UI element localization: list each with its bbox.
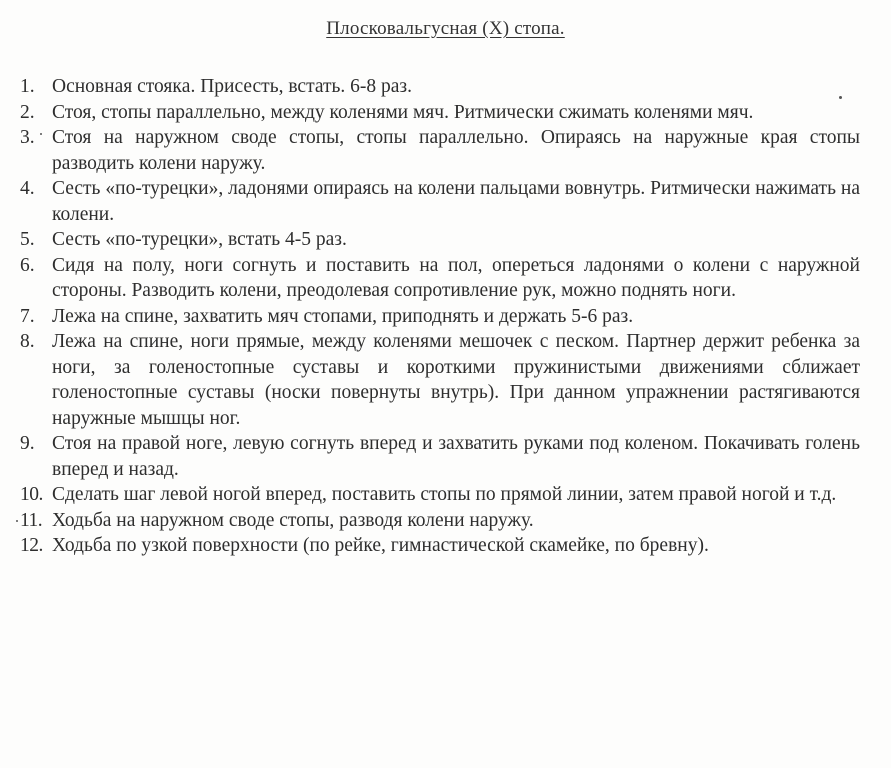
- scan-speck: [40, 133, 42, 135]
- item-number: 5.: [20, 229, 35, 250]
- list-item: [20, 533, 860, 559]
- list-item: [20, 74, 860, 100]
- item-number: 12.: [20, 535, 43, 556]
- list-item: [20, 304, 860, 330]
- item-number: 9.: [20, 433, 35, 454]
- list-item: [20, 253, 860, 304]
- item-number: 8.: [20, 331, 35, 352]
- item-number: 1.: [20, 76, 35, 97]
- list-item: [20, 100, 860, 126]
- list-item: [20, 227, 860, 253]
- list-item: [20, 329, 860, 431]
- scan-speck: [16, 520, 18, 522]
- item-text: Сидя на полу, ноги согнуть и поставить на пол, опереться ладонями о колени с наружной стороны. Разводить колени, преодолевая сопротивление рук, можно поднять ноги.: [52, 254, 860, 301]
- item-number: 4.: [20, 178, 35, 199]
- item-number: 2.: [20, 101, 35, 123]
- document-title: Плосковальгусная (Х) стопа.: [326, 18, 565, 39]
- item-number: 10.: [20, 484, 43, 505]
- item-text: Стоя на наружном своде стопы, стопы параллельно. Опираясь на наружные края стопы разводить колени наружу.: [52, 127, 860, 174]
- item-text: Стоя, стопы параллельно, между коленями мяч. Ритмически сжимать коленями мяч.: [52, 101, 754, 123]
- item-text: Лежа на спине, ноги прямые, между коленями мешочек с песком. Партнер держит ребенка за ноги, за голеностопные суставы и короткими пружинистыми движениями сближает голеностопные суставы (носки повернуты внутрь). При данном упражнении растягиваются наружные мышцы ног.: [52, 331, 860, 429]
- item-number: 6.: [20, 254, 35, 276]
- item-text: Ходьба на наружном своде стопы, разводя колени наружу.: [52, 509, 534, 531]
- item-text: Сесть «по-турецки», ладонями опираясь на колени пальцами вовнутрь. Ритмически нажимать на колени.: [52, 178, 860, 225]
- scan-speck: [839, 96, 842, 99]
- item-text: Ходьба по узкой поверхности (по рейке, гимнастической скамейке, по бревну).: [52, 535, 709, 556]
- item-number: 7.: [20, 305, 35, 327]
- item-text: Стоя на правой ноге, левую согнуть вперед и захватить руками под коленом. Покачивать голень вперед и назад.: [52, 433, 860, 480]
- item-number: 3.: [20, 127, 35, 148]
- list-item: [20, 125, 860, 176]
- item-text: Основная стоякa. Присесть, встать. 6-8 раз.: [52, 76, 413, 97]
- list-item: [20, 176, 860, 227]
- list-item: [20, 508, 860, 534]
- list-item: [20, 482, 860, 508]
- exercise-list: [20, 74, 860, 559]
- item-text: Лежа на спине, захватить мяч стопами, приподнять и держать 5-6 раз.: [52, 305, 634, 327]
- item-number: 11.: [20, 509, 43, 531]
- list-item: [20, 431, 860, 482]
- item-text: Сделать шаг левой ногой вперед, поставить стопы по прямой линии, затем правой ногой и т.д.: [52, 484, 837, 505]
- item-text: Сесть «по-турецки», встать 4-5 раз.: [52, 229, 347, 250]
